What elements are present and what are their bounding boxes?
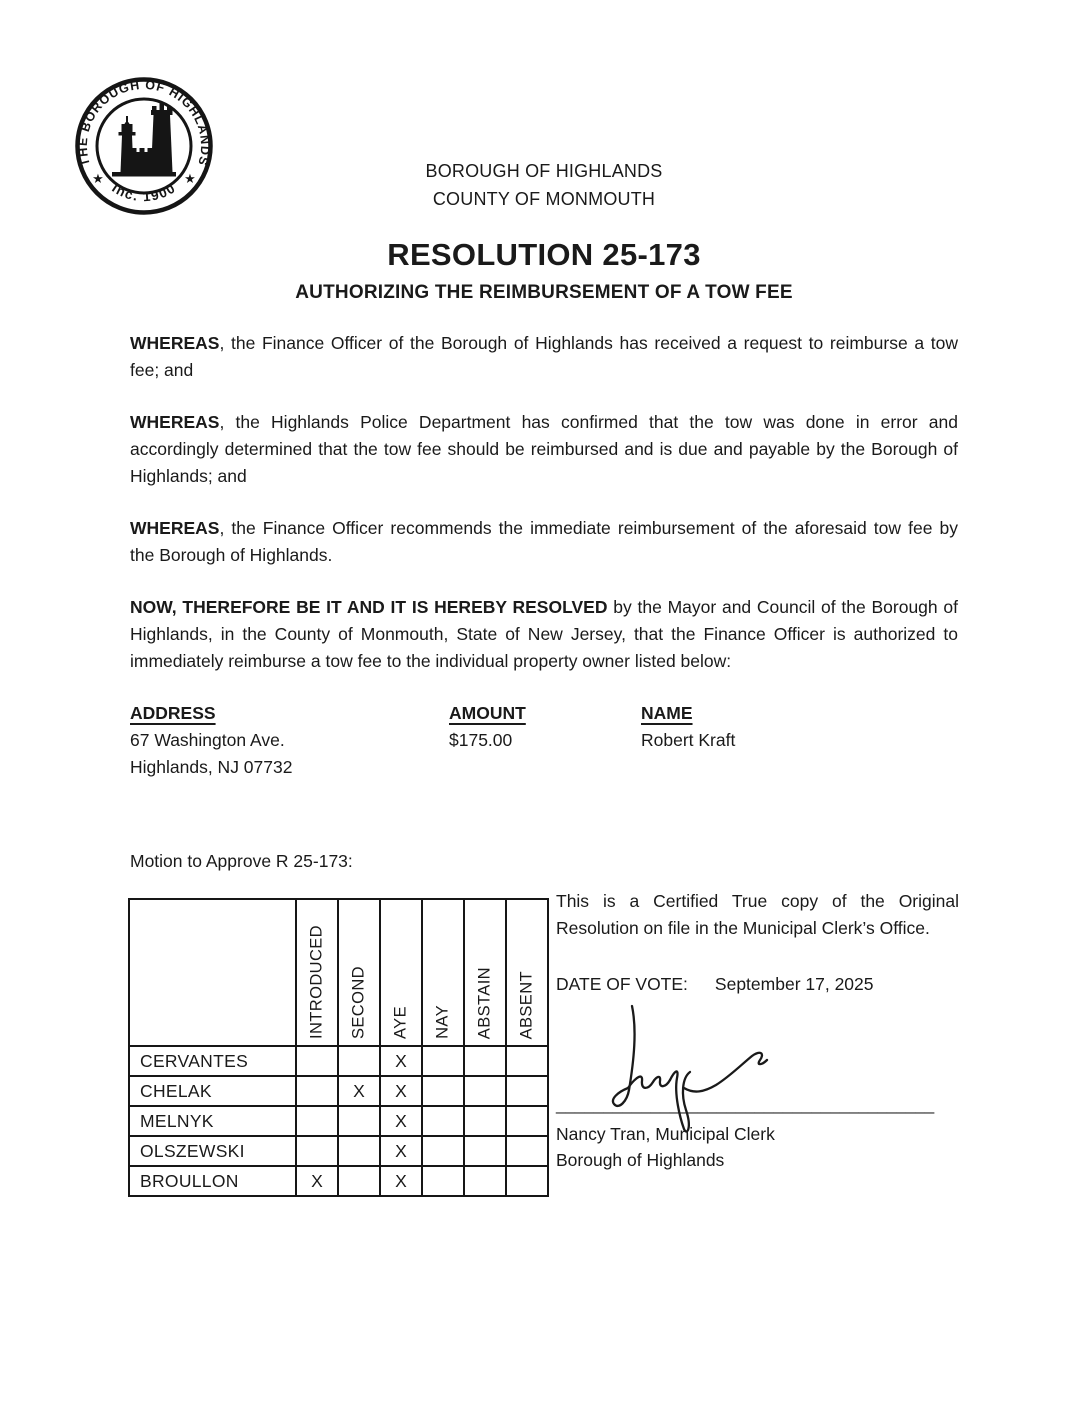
resolved-text: by the Mayor and Council of the Borough of Highlands, in the County of Monmouth, State of New Jersey, that the Finance Officer is authorized to immediately reimburse a tow fee to the individual property owner listed below: <box>130 597 959 671</box>
vote-cell <box>296 1076 338 1106</box>
date-of-vote-label: DATE OF VOTE: <box>556 974 688 994</box>
table-row <box>129 1166 548 1196</box>
seal-star-left-icon: ★ <box>92 171 104 186</box>
address-line-1: 67 Washington Ave. <box>130 730 285 750</box>
vote-cell: X <box>380 1046 422 1076</box>
vote-cell <box>296 1136 338 1166</box>
vote-cell <box>464 1046 506 1076</box>
vote-cell: X <box>380 1166 422 1196</box>
resolution-body <box>130 330 958 781</box>
vote-cell <box>422 1166 464 1196</box>
whereas-text: , the Highlands Police Department has confirmed that the tow was done in error and accordingly determined that the tow fee should be reimbursed and is due and payable by the Borough of Highlands; and <box>130 412 958 486</box>
whereas-lead: WHEREAS <box>130 518 220 538</box>
document-header <box>0 157 1088 213</box>
whereas-lead: WHEREAS <box>130 333 220 353</box>
resolution-subtitle: AUTHORIZING THE REIMBURSEMENT OF A TOW FEE <box>295 282 793 303</box>
whereas-paragraph-3 <box>130 515 958 569</box>
column-header-introduced: INTRODUCED <box>296 899 338 1046</box>
vote-cell <box>506 1046 548 1076</box>
vote-cell <box>338 1166 380 1196</box>
date-of-vote-row <box>556 971 959 998</box>
column-header-abstain: ABSTAIN <box>464 899 506 1046</box>
signature <box>588 1002 788 1137</box>
vote-cell <box>506 1136 548 1166</box>
certification-text: This is a Certified True copy of the Original Resolution on file in the Municipal Clerk’s Office. <box>556 891 959 938</box>
whereas-paragraph-2 <box>130 409 958 490</box>
vote-cell <box>464 1106 506 1136</box>
vote-cell: X <box>338 1076 380 1106</box>
vote-cell <box>422 1046 464 1076</box>
vote-cell <box>422 1076 464 1106</box>
column-header-absent: ABSENT <box>506 899 548 1046</box>
title-block <box>0 237 1088 304</box>
column-header-nay: NAY <box>422 899 464 1046</box>
vote-cell: X <box>296 1166 338 1196</box>
whereas-text: , the Finance Officer of the Borough of Highlands has received a request to reimburse a tow fee; and <box>130 333 958 380</box>
table-row <box>129 1136 548 1166</box>
amount-column-header: AMOUNT <box>449 703 526 723</box>
council-member-name: BROULLON <box>129 1166 296 1196</box>
beneficiary-table <box>130 700 958 781</box>
clerk-name: Nancy Tran, Municipal Clerk <box>556 1124 775 1144</box>
vote-cell: X <box>380 1076 422 1106</box>
whereas-lead: WHEREAS <box>130 412 220 432</box>
motion-label: Motion to Approve R 25-173: <box>130 851 353 871</box>
header-county-line: COUNTY OF MONMOUTH <box>432 189 656 209</box>
payee-name: Robert Kraft <box>641 730 736 750</box>
vote-cell <box>338 1106 380 1136</box>
date-of-vote-value: September 17, 2025 <box>714 974 874 994</box>
clerk-organization: Borough of Highlands <box>556 1150 725 1170</box>
certification-block <box>556 888 959 998</box>
whereas-text: , the Finance Officer recommends the immediate reimbursement of the aforesaid tow fee by the Borough of Highlands. <box>130 518 958 565</box>
vote-cell <box>464 1166 506 1196</box>
vote-cell <box>422 1136 464 1166</box>
vote-cell: X <box>380 1106 422 1136</box>
vote-cell <box>464 1076 506 1106</box>
amount-value: $175.00 <box>449 730 513 750</box>
whereas-paragraph-1 <box>130 330 958 384</box>
address-line-2: Highlands, NJ 07732 <box>130 757 293 777</box>
council-member-name: CERVANTES <box>129 1046 296 1076</box>
header-borough-line: BOROUGH OF HIGHLANDS <box>425 161 663 181</box>
table-row <box>129 1106 548 1136</box>
vote-cell <box>506 1166 548 1196</box>
signature-line: ________________________________________ <box>556 1095 935 1114</box>
council-member-name: OLSZEWSKI <box>129 1136 296 1166</box>
vote-cell <box>506 1076 548 1106</box>
address-column-header: ADDRESS <box>130 703 216 723</box>
seal-star-right-icon: ★ <box>184 171 196 186</box>
vote-table-header-row <box>129 899 548 1046</box>
vote-cell <box>422 1106 464 1136</box>
vote-cell <box>506 1106 548 1136</box>
name-column-header: NAME <box>641 703 693 723</box>
council-member-name: MELNYK <box>129 1106 296 1136</box>
table-row <box>129 1076 548 1106</box>
council-member-name: CHELAK <box>129 1076 296 1106</box>
vote-cell <box>296 1046 338 1076</box>
column-header-second: SECOND <box>338 899 380 1046</box>
column-header-aye: AYE <box>380 899 422 1046</box>
seal-inc-1900-text: Inc. 1900 <box>109 180 179 205</box>
resolution-title: RESOLUTION 25-173 <box>387 237 701 272</box>
corner-cell <box>129 899 296 1046</box>
resolved-lead: NOW, THEREFORE BE IT AND IT IS HEREBY RESOLVED <box>130 597 608 617</box>
vote-cell: X <box>380 1136 422 1166</box>
vote-cell <box>338 1136 380 1166</box>
vote-table <box>128 898 549 1197</box>
signer-block <box>556 1121 775 1173</box>
vote-cell <box>296 1106 338 1136</box>
vote-cell <box>338 1046 380 1076</box>
resolved-paragraph <box>130 594 958 675</box>
table-row <box>129 1046 548 1076</box>
vote-cell <box>464 1136 506 1166</box>
seal-ring-text: THE BOROUGH OF HIGHLANDS <box>75 77 213 168</box>
